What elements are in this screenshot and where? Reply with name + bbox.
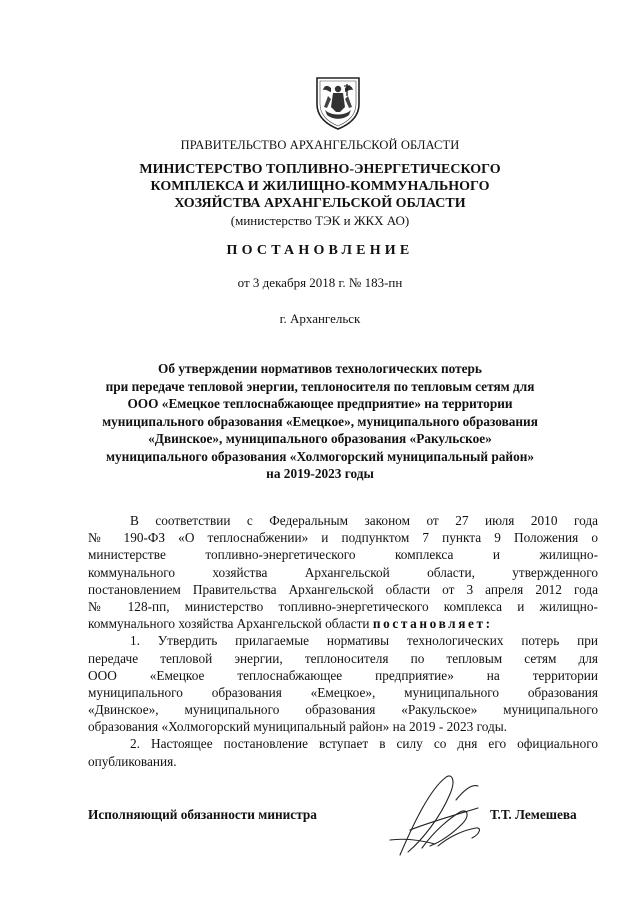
body-line: опубликования.: [88, 753, 177, 769]
body-line: В соответствии с Федеральным законом от 27 июля 2010 года: [130, 513, 598, 528]
body-line: «Двинское», муниципального образования «Ракульское» муниципального: [88, 702, 598, 718]
ministry-name: [0, 161, 640, 212]
ministry-name-line: ХОЗЯЙСТВА АРХАНГЕЛЬСКОЙ ОБЛАСТИ: [174, 196, 466, 211]
document-type: ПОСТАНОВЛЕНИЕ: [226, 243, 414, 258]
body-line-text: коммунального хозяйства Архангельской области: [88, 616, 370, 632]
signatory-name: Т.Т. Лемешева: [490, 807, 577, 822]
title-line: муниципального образования «Емецкое», муниципального образования: [102, 413, 538, 429]
document-title: [0, 360, 640, 483]
government-name: ПРАВИТЕЛЬСТВО АРХАНГЕЛЬСКОЙ ОБЛАСТИ: [180, 138, 460, 152]
document-city: г. Архангельск: [279, 311, 361, 326]
body-line: № 128-пп, министерство топливно-энергетического комплекса и жилищно-: [88, 598, 598, 614]
handwritten-signature-icon: [360, 760, 510, 875]
document-date-number: от 3 декабря 2018 г. № 183-пн: [237, 275, 403, 290]
body-line: 2. Настоящее постановление вступает в силу со дня его официального: [130, 736, 598, 752]
body-line: постановлением Правительства Архангельской области от 3 апреля 2012 года: [88, 581, 598, 597]
title-line: «Двинское», муниципального образования «Ракульское»: [148, 431, 492, 446]
title-line: муниципального образования «Холмогорский муниципальный район»: [105, 448, 535, 464]
body-line: министерстве топливно-энергетического комплекса и жилищно-: [88, 547, 598, 563]
title-line: на 2019-2023 годы: [266, 466, 374, 481]
coat-of-arms-icon: [313, 74, 363, 130]
body-line: передаче тепловой энергии, теплоносителя по тепловым сетям для: [88, 650, 598, 666]
document-body: [88, 512, 598, 770]
body-line-resolves: [88, 615, 598, 632]
body-line: ООО «Емецкое теплоснабжающее предприятие» на территории: [88, 667, 598, 683]
ministry-short-name: (министерство ТЭК и ЖКХ АО): [230, 213, 410, 228]
body-line: 1. Утвердить прилагаемые нормативы технологических потерь при: [130, 633, 598, 649]
resolves-keyword: постановляет:: [372, 616, 493, 632]
title-line: ООО «Емецкое теплоснабжающее предприятие» на территории: [127, 396, 513, 411]
body-line: коммунального хозяйства Архангельской области, утвержденного: [88, 564, 598, 580]
body-line: № 190-ФЗ «О теплоснабжении» и подпунктом 7 пункта 9 Положения о: [88, 530, 598, 546]
ministry-name-line: КОМПЛЕКСА И ЖИЛИЩНО-КОММУНАЛЬНОГО: [150, 179, 490, 194]
signatory-role: Исполняющий обязанности министра: [88, 807, 317, 822]
ministry-name-line: МИНИСТЕРСТВО ТОПЛИВНО-ЭНЕРГЕТИЧЕСКОГО: [139, 162, 501, 177]
title-line: при передаче тепловой энергии, теплоносителя по тепловым сетям для: [105, 378, 535, 394]
title-line: Об утверждении нормативов технологических потерь: [158, 361, 482, 376]
body-line: муниципального образования «Емецкое», муниципального образования: [88, 684, 598, 700]
body-line: образования «Холмогорский муниципальный район» на 2019 - 2023 годы.: [88, 719, 507, 735]
